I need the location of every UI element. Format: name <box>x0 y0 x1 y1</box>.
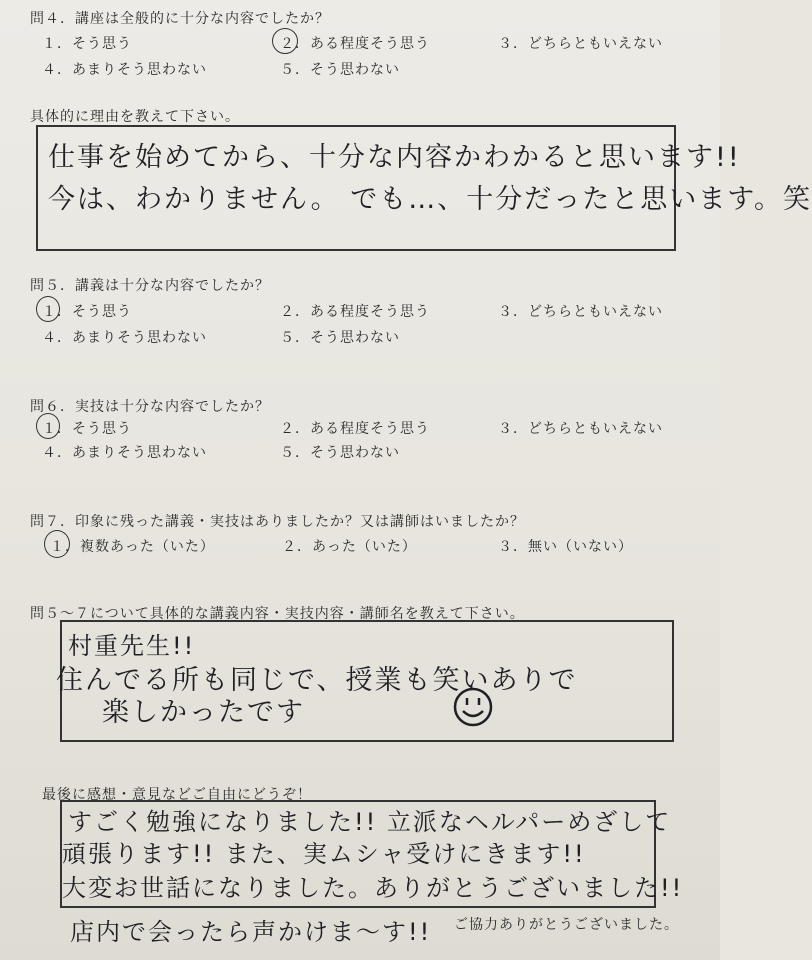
reason-label: 具体的に理由を教えて下さい。 <box>30 109 240 125</box>
q4-title: 問４．講座は全般的に十分な内容でしたか？ <box>30 11 330 27</box>
q5-option-3: ３．どちらともいえない <box>498 304 663 320</box>
q5-title: 問５．講義は十分な内容でしたか？ <box>30 278 270 294</box>
q6-option-4: ４．あまりそう思わない <box>42 445 207 461</box>
q4-option-4: ４．あまりそう思わない <box>42 62 207 78</box>
final-line-1: すごく勉強になりました!! 立派なヘルパーめざして <box>68 808 672 836</box>
q7-option-2: ２．あった（いた） <box>282 539 417 555</box>
q5-answer-mark <box>36 296 60 322</box>
q4-option-2: ２．ある程度そう思う <box>280 36 430 52</box>
q7-title: 問７．印象に残った講義・実技はありましたか？又は講師はいましたか？ <box>30 514 525 530</box>
final-line-3: 大変お世話になりました。ありがとうございました!! <box>62 874 684 902</box>
q7-answer-mark <box>44 530 70 558</box>
q5-option-5: ５．そう思わない <box>280 330 400 346</box>
q4-option-5: ５．そう思わない <box>280 62 400 78</box>
q6-option-2: ２．ある程度そう思う <box>280 421 430 437</box>
q5-option-2: ２．ある程度そう思う <box>280 304 430 320</box>
q4-option-3: ３．どちらともいえない <box>498 36 663 52</box>
final-box <box>60 800 684 908</box>
smiley-drawing <box>452 686 494 728</box>
q5-option-1: １．そう思う <box>42 304 132 320</box>
thanks-note: ご協力ありがとうございました。 <box>454 917 679 933</box>
q6-option-1: １．そう思う <box>42 421 132 437</box>
final-line-4: 店内で会ったら声かけま～す!! <box>70 918 432 946</box>
q7-option-3: ３．無い（いない） <box>498 539 633 555</box>
q6-option-3: ３．どちらともいえない <box>498 421 663 437</box>
reason-line-1: 仕事を始めてから、十分な内容かわかると思います!! <box>48 142 741 173</box>
detail-label: 問５～７について具体的な講義内容・実技内容・講師名を教えて下さい。 <box>30 606 525 622</box>
final-line-2: 頑張ります!! また、実ムシャ受けにきます!! <box>62 840 586 868</box>
q6-answer-mark <box>36 413 60 439</box>
reason-box <box>36 125 812 251</box>
q7-option-1: １．複数あった（いた） <box>50 539 215 555</box>
detail-line-3: 楽しかったです <box>102 697 305 728</box>
q4-answer-mark <box>272 28 298 54</box>
q4-option-1: １．そう思う <box>42 36 132 52</box>
reason-line-2: 今は、わかりません。 でも…、十分だったと思います。笑 <box>48 184 812 215</box>
detail-box <box>56 620 674 742</box>
detail-line-2: 住んでる所も同じで、授業も笑いありで <box>56 665 578 696</box>
q6-title: 問６．実技は十分な内容でしたか？ <box>30 399 270 415</box>
q6-option-5: ５．そう思わない <box>280 445 400 461</box>
final-label: 最後に感想・意見などご自由にどうぞ！ <box>42 787 312 803</box>
q5-option-4: ４．あまりそう思わない <box>42 330 207 346</box>
detail-line-1: 村重先生!! <box>68 632 196 660</box>
